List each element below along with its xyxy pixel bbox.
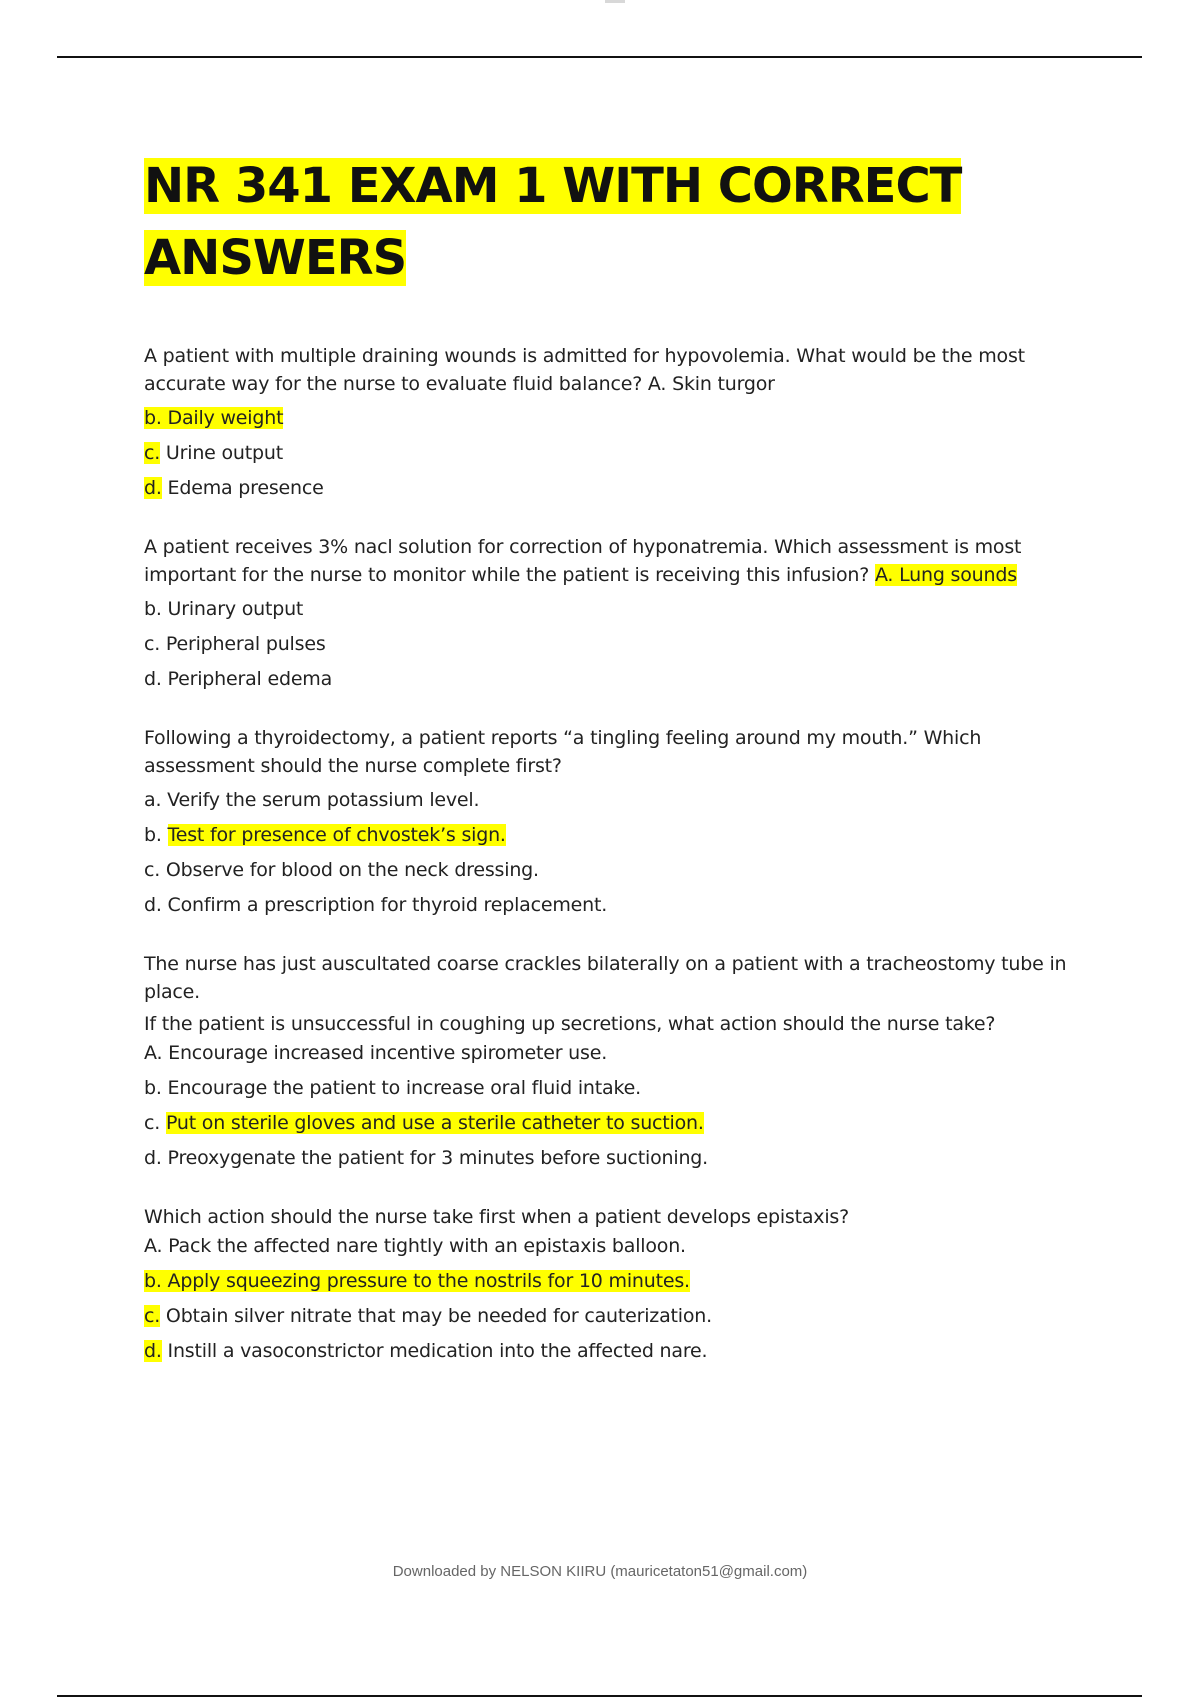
correct-answer: b. Daily weight (144, 407, 284, 429)
option-b (144, 1266, 1094, 1296)
option-c (144, 438, 1094, 468)
correct-answer: Put on sterile gloves and use a sterile catheter to suction. (165, 1112, 704, 1134)
question-stem-line-1: The nurse has just auscultated coarse crackles bilaterally on a patient with a tracheostomy tube in place. (144, 953, 1067, 1003)
question-stem: Following a thyroidectomy, a patient reports “a tingling feeling around my mouth.” Which assessment should the nurse complete first? (144, 727, 982, 777)
top-rule (57, 56, 1142, 58)
question-5 (144, 1203, 1094, 1366)
option-c: c. Peripheral pulses (144, 633, 326, 655)
option-letter: d. (144, 477, 162, 499)
correct-answer: A. Lung sounds (874, 564, 1017, 586)
question-stem (144, 533, 1094, 589)
document-title (144, 150, 1094, 294)
option-c: c. Observe for blood on the neck dressing. (144, 859, 539, 881)
option-letter: b. (144, 824, 168, 846)
title-line-2: ANSWERS (144, 230, 407, 286)
question-stem: A patient with multiple draining wounds is admitted for hypovolemia. What would be the most accurate way for the nurse to evaluate fluid balance? A. Skin turgor (144, 345, 1025, 395)
option-letter: c. (144, 1112, 166, 1134)
option-b: b. Urinary output (144, 598, 304, 620)
option-c (144, 1301, 1094, 1331)
option-d: d. Preoxygenate the patient for 3 minutes before suctioning. (144, 1147, 708, 1169)
option-a: A. Encourage increased incentive spirometer use. (144, 1042, 608, 1064)
question-3 (144, 724, 1094, 920)
option-text: Edema presence (161, 477, 324, 499)
correct-answer: b. Apply squeezing pressure to the nostrils for 10 minutes. (144, 1270, 690, 1292)
question-stem: Which action should the nurse take first when a patient develops epistaxis? (144, 1206, 850, 1228)
option-letter: d. (144, 1340, 162, 1362)
option-letter: c. (144, 1305, 161, 1327)
correct-answer: Test for presence of chvostek’s sign. (167, 824, 506, 846)
question-4 (144, 950, 1094, 1173)
option-a: A. Pack the affected nare tightly with an epistaxis balloon. (144, 1235, 686, 1257)
top-edge-mark (605, 0, 625, 3)
option-b: b. Encourage the patient to increase oral fluid intake. (144, 1077, 641, 1099)
option-a: a. Verify the serum potassium level. (144, 789, 480, 811)
option-text: Instill a vasoconstrictor medication into the affected nare. (161, 1340, 708, 1362)
option-d (144, 1336, 1094, 1366)
option-letter: c. (144, 442, 161, 464)
option-d (144, 473, 1094, 503)
question-2 (144, 533, 1094, 694)
bottom-rule (57, 1695, 1142, 1697)
option-d: d. Peripheral edema (144, 668, 333, 690)
option-text: Obtain silver nitrate that may be needed for cauterization. (160, 1305, 712, 1327)
question-stem-line-2: If the patient is unsuccessful in coughing up secretions, what action should the nurse take? (144, 1013, 996, 1035)
option-c (144, 1108, 1094, 1138)
download-footer: Downloaded by NELSON KIIRU (mauricetaton51@gmail.com) (392, 1563, 808, 1580)
document-body (144, 150, 1094, 1396)
option-text: Urine output (160, 442, 283, 464)
stem-text: A patient receives 3% nacl solution for correction of hyponatremia. Which assessment is most important for the nurse to monitor while the patient is receiving this infusion? (144, 536, 1022, 586)
option-b (144, 403, 1094, 433)
title-line-1: NR 341 EXAM 1 WITH CORRECT (144, 158, 962, 214)
option-b (144, 820, 1094, 850)
question-1 (144, 342, 1094, 503)
option-d: d. Confirm a prescription for thyroid replacement. (144, 894, 608, 916)
